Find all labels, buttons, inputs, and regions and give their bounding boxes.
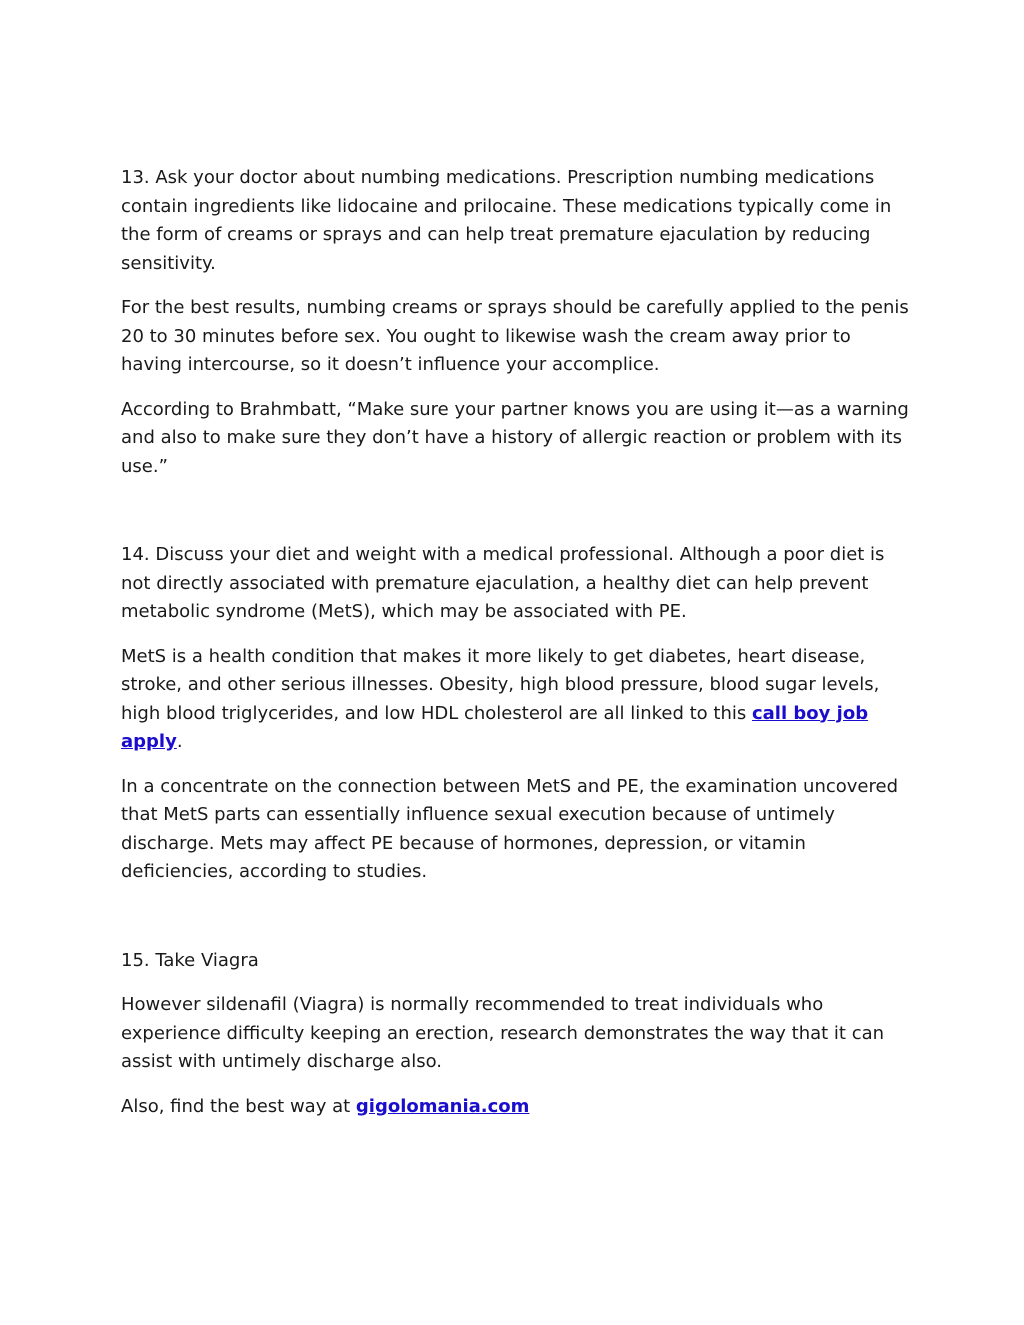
section-spacer: [121, 497, 911, 541]
section-viagra: [121, 947, 911, 1122]
section-diet-weight: [121, 541, 911, 887]
paragraph-viagra-body: However sildenafil (Viagra) is normally recommended to treat individuals who experience difficulty keeping an erection, research demonstrates the way that it can assist with untimely discharge also.: [121, 994, 885, 1072]
paragraph-mets-definition: [121, 643, 911, 757]
paragraph-diet-intro: 14. Discuss your diet and weight with a medical professional. Although a poor diet is not directly associated with premature ejaculation, a healthy diet can help prevent metabolic syndrome (MetS), which may be associated with PE.: [121, 544, 885, 622]
gigolomania-link[interactable]: gigolomania.com: [355, 1095, 530, 1117]
mets-text: MetS is a health condition that makes it more likely to get diabetes, heart disease, stroke, and other serious illnesses. Obesity, high blood pressure, blood sugar levels, high blood triglycerides, and low HDL cholesterol are all linked to this: [121, 645, 880, 724]
paragraph-viagra-heading: 15. Take Viagra: [121, 949, 259, 971]
final-line-text: Also, find the best way at: [121, 1095, 356, 1117]
document-body: [121, 164, 911, 1137]
paragraph-final-line: [121, 1093, 911, 1122]
call-boy-job-apply-link[interactable]: call boy job apply: [121, 702, 869, 752]
section-spacer: [121, 903, 911, 947]
paragraph-numbing-intro: 13. Ask your doctor about numbing medications. Prescription numbing medications contain ingredients like lidocaine and prilocaine. These medications typically come in the form of creams or sprays and can help treat premature ejaculation by reducing sensitivity.: [121, 167, 892, 274]
paragraph-numbing-application: For the best results, numbing creams or sprays should be carefully applied to the penis 20 to 30 minutes before sex. You ought to likewise wash the cream away prior to having intercourse, so it doesn’t influence your accomplice.: [121, 297, 909, 375]
section-numbing-medications: [121, 164, 911, 481]
paragraph-mets-study: In a concentrate on the connection between MetS and PE, the examination uncovered that MetS parts can essentially influence sexual execution because of untimely discharge. Mets may affect PE because of hormones, depression, or vitamin deficiencies, according to studies.: [121, 775, 898, 882]
paragraph-brahmbatt-quote: According to Brahmbatt, “Make sure your partner knows you are using it—as a warning and also to make sure they don’t have a history of allergic reaction or problem with its use.”: [121, 398, 909, 477]
mets-text-end: .: [176, 731, 183, 752]
